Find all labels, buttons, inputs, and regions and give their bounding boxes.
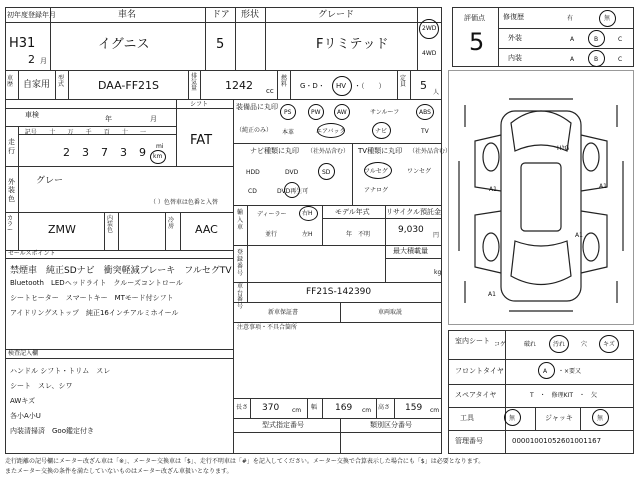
mileage-digit: 7 — [101, 146, 108, 159]
shift-value: FAT — [190, 133, 213, 148]
color-code-label: カラー — [7, 215, 14, 234]
chassis-value: FF21S-142390 — [306, 287, 372, 297]
jack-value: 無 — [597, 415, 604, 422]
exterior-color-label: 外装色 — [8, 178, 15, 203]
digit-header: 万 — [67, 129, 74, 136]
inspector-line: シート スレ、シワ — [10, 382, 73, 390]
digit-header: 百 — [103, 129, 110, 136]
exterior-color-value: グレー — [36, 176, 64, 186]
capacity-unit: 人 — [433, 89, 440, 96]
fuel-label: 燃料 — [281, 75, 288, 88]
damage-mark: A1 — [489, 186, 497, 193]
sales-point-line: Bluetooth LEDヘッドライト クルーズコントロール — [10, 279, 183, 287]
damage-mark: HｸG — [557, 145, 570, 152]
seat-label: 室内シート — [455, 337, 490, 345]
mileage-digit: 9 — [139, 146, 146, 159]
tools-value: 無 — [509, 415, 516, 422]
capacity-label: 定員 — [400, 75, 407, 88]
inspector-label: 検査記入欄 — [8, 350, 39, 357]
equip-leather: 本革 — [282, 129, 295, 136]
import-label: 輸入車 — [237, 209, 244, 231]
warranty-doc: 新車保証書 — [268, 309, 299, 316]
inspection-label: 車検 — [25, 111, 39, 119]
nav-dvd: DVD — [285, 169, 299, 176]
jack-label: ジャッキ — [545, 414, 573, 422]
interior-color-label: 内装色 — [107, 215, 114, 234]
disp-label: 排気量 — [191, 73, 198, 92]
tv-note: （社外品含む） — [409, 148, 452, 155]
digit-header: 千 — [85, 129, 92, 136]
recycle-value: 9,030 — [398, 225, 424, 235]
nav-note: （社外品含む） — [307, 148, 350, 155]
interior-grade-a: A — [570, 56, 575, 63]
spare-label: スペアタイヤ — [455, 391, 497, 399]
first-reg-label: 初年度登録年月 — [7, 11, 56, 19]
tire-rest: ・×要又 — [558, 368, 582, 375]
tv-analog: アナログ — [364, 187, 389, 194]
unit-km: km — [153, 153, 163, 160]
type-label: 型式指定番号 — [262, 421, 304, 429]
drive-2wd: 2WD — [422, 25, 437, 32]
tv-fullseg: フルセグ — [364, 168, 388, 175]
nav-cd: CD — [248, 188, 257, 195]
equip-abs: ABS — [419, 109, 431, 116]
length-unit: cm — [292, 407, 302, 414]
interior-label: 内装 — [508, 54, 522, 62]
car-name: イグニス — [98, 37, 150, 52]
interior-grade-b: B — [594, 56, 599, 63]
equip-ps: PS — [284, 109, 292, 116]
ac-value: AAC — [195, 223, 218, 236]
tools-label: 工具 — [460, 414, 474, 422]
inspector-line: AWキズ — [10, 397, 36, 405]
digit-header: 十 — [49, 129, 56, 136]
mileage-digits — [57, 146, 152, 158]
repair-label: 修復歴 — [503, 13, 524, 21]
seat-item: 破れ — [524, 341, 537, 348]
tv-oneseg: ワンセグ — [407, 168, 432, 175]
sales-points-label: セールスポイント — [8, 250, 56, 257]
drive-4wd: 4WD — [422, 50, 437, 57]
equip-sunroof: サンルーフ — [370, 109, 400, 116]
damage-mark: A1 — [488, 291, 496, 298]
inspector-line: 内装清掃済 Goo鑑定付き — [10, 427, 94, 435]
equip-aw: AW — [337, 109, 347, 116]
length-label: 長さ — [236, 404, 249, 411]
sales-point-line: 禁煙車 純正SDナビ 衝突軽減ブレーキ フルセグTV — [10, 266, 232, 276]
tv-label: TV種類に丸印 — [358, 147, 403, 155]
mileage-digit: 2 — [63, 146, 70, 159]
door-label: ドア — [212, 10, 230, 20]
sales-point-line: アイドリングストップ 純正16インチアルミホイール — [10, 309, 179, 317]
color-code-value: ZMW — [48, 223, 76, 236]
nav-sd: SD — [322, 169, 331, 176]
name-label: 車名 — [118, 10, 137, 20]
nav-hdd: HDD — [246, 169, 260, 176]
max-load-unit: kg — [434, 269, 442, 276]
width-unit: cm — [362, 407, 372, 414]
max-load-label: 最大積載量 — [393, 247, 428, 255]
inspector-list — [10, 366, 230, 441]
width-value: 169 — [335, 403, 353, 413]
reg-month-unit: 月 — [40, 57, 47, 65]
sales-points-list — [10, 263, 232, 323]
use-label: 車歴 — [7, 75, 14, 88]
length-value: 370 — [262, 403, 280, 413]
ac-label: 冷房 — [168, 217, 175, 230]
model-label: 型式 — [58, 75, 65, 88]
unit-mi: mi — [156, 143, 164, 150]
recycle-label: リサイクル預託金 — [386, 208, 442, 216]
repair-yes: 有 — [567, 15, 574, 22]
exterior-label: 外装 — [508, 34, 522, 42]
color-note: （ ）色替車は色番と入替 — [150, 199, 218, 206]
width-label: 幅 — [311, 404, 318, 411]
score-label: 評価点 — [464, 14, 485, 22]
digit-header: 一 — [139, 129, 146, 136]
score-value: 5 — [469, 28, 485, 56]
fuel-options: G・D・ — [300, 82, 325, 90]
exterior-grade-b: B — [594, 36, 599, 43]
fuel-other: ・（ ） — [354, 82, 386, 90]
car-outline-icon — [449, 71, 633, 324]
digit-header: 記号 — [24, 129, 37, 136]
import-right: 右H — [302, 210, 313, 217]
damage-diagram — [448, 70, 634, 325]
chassis-label: 車台番号 — [237, 283, 244, 310]
model-year-value: 年 不明 — [346, 231, 371, 238]
footer-note-2: またメーター交換の条件を満たしていないものはメーター改ざん車扱いとなります。 — [5, 468, 233, 475]
tire-value: A — [543, 368, 548, 375]
reg-number-label: 登録番号 — [237, 249, 244, 277]
recycle-unit: 円 — [433, 232, 440, 239]
nav-label: ナビ種類に丸印 — [250, 147, 299, 155]
import-left: 左H — [302, 231, 313, 238]
interior-grade-c: C — [618, 56, 623, 63]
shape-label: 形状 — [241, 10, 260, 20]
class-label: 類別区分番号 — [370, 421, 412, 429]
grade-label: グレード — [318, 10, 355, 20]
disp-unit: cc — [266, 87, 274, 95]
mileage-digit: 3 — [82, 146, 89, 159]
capacity-value: 5 — [420, 79, 427, 92]
nav-dvdplay: DVD再生可 — [277, 188, 309, 195]
exterior-grade-a: A — [570, 36, 575, 43]
equipment-sub-label: （純正のみ） — [236, 127, 273, 134]
spare-value: T ・ 修理KIT ・ 欠 — [530, 392, 598, 399]
inspector-line: 各小A小U — [10, 412, 41, 420]
door-count: 5 — [216, 37, 225, 52]
sales-point-line: シートヒーター スマートキー MTモード付シフト — [10, 294, 174, 302]
import-parallel: 並行 — [265, 231, 278, 238]
shift-label: シフト — [190, 101, 209, 108]
equip-airbag: エアバック — [316, 128, 346, 135]
equip-navi: ナビ — [375, 128, 388, 135]
seat-item: コゲ — [494, 341, 507, 348]
inspection-month-unit: 月 — [150, 115, 157, 123]
seat-item: キズ — [603, 341, 615, 348]
model-year-label: モデル年式 — [335, 208, 370, 216]
equipment-label: 装備品に丸印 — [236, 103, 278, 111]
fuel-selected: HV — [336, 82, 347, 90]
exterior-grade-c: C — [618, 36, 623, 43]
height-label: 高さ — [378, 404, 391, 411]
model-value: DAA-FF21S — [98, 79, 159, 92]
era-year: H31 — [9, 36, 36, 51]
tire-label: フロントタイヤ — [455, 367, 504, 375]
damage-mark: A1 — [599, 183, 607, 190]
mgmt-value: 00001001052601001167 — [512, 437, 602, 445]
inspector-line: ハンドル シフト・トリム スレ — [10, 367, 111, 375]
height-value: 159 — [405, 403, 423, 413]
equip-tv: TV — [421, 128, 429, 135]
inspection-year-unit: 年 — [105, 115, 112, 123]
seat-item: 穴 — [581, 341, 588, 348]
import-dealer: ディーラー — [257, 211, 287, 218]
use-value: 自家用 — [23, 80, 51, 90]
height-unit: cm — [430, 407, 440, 414]
seat-item: 汚れ — [553, 341, 566, 348]
digit-header: 十 — [121, 129, 128, 136]
notes-label: 注意事項・不具合箇所 — [237, 324, 298, 331]
mgmt-label: 管理番号 — [455, 437, 483, 445]
footer-note-1: 走行距離の記号欄にメーター改ざん車は「※」、メーター交換車は「$」、走行不明車は「#」を記入してください。メーター交換で合算表示した場合にも「$」は必要となります。 — [5, 458, 485, 465]
grade-value: Fリミテッド — [316, 37, 389, 52]
damage-mark: A1 — [575, 232, 583, 239]
disp-value: 1242 — [225, 79, 253, 92]
equip-pw: PW — [311, 109, 321, 116]
repair-no: 無 — [604, 15, 611, 22]
digit-headers — [18, 127, 152, 134]
reg-month: 2 — [28, 53, 35, 66]
mileage-digit: 3 — [120, 146, 127, 159]
travel-label: 走行 — [8, 138, 15, 156]
manual-doc: 車両取説 — [378, 309, 403, 316]
